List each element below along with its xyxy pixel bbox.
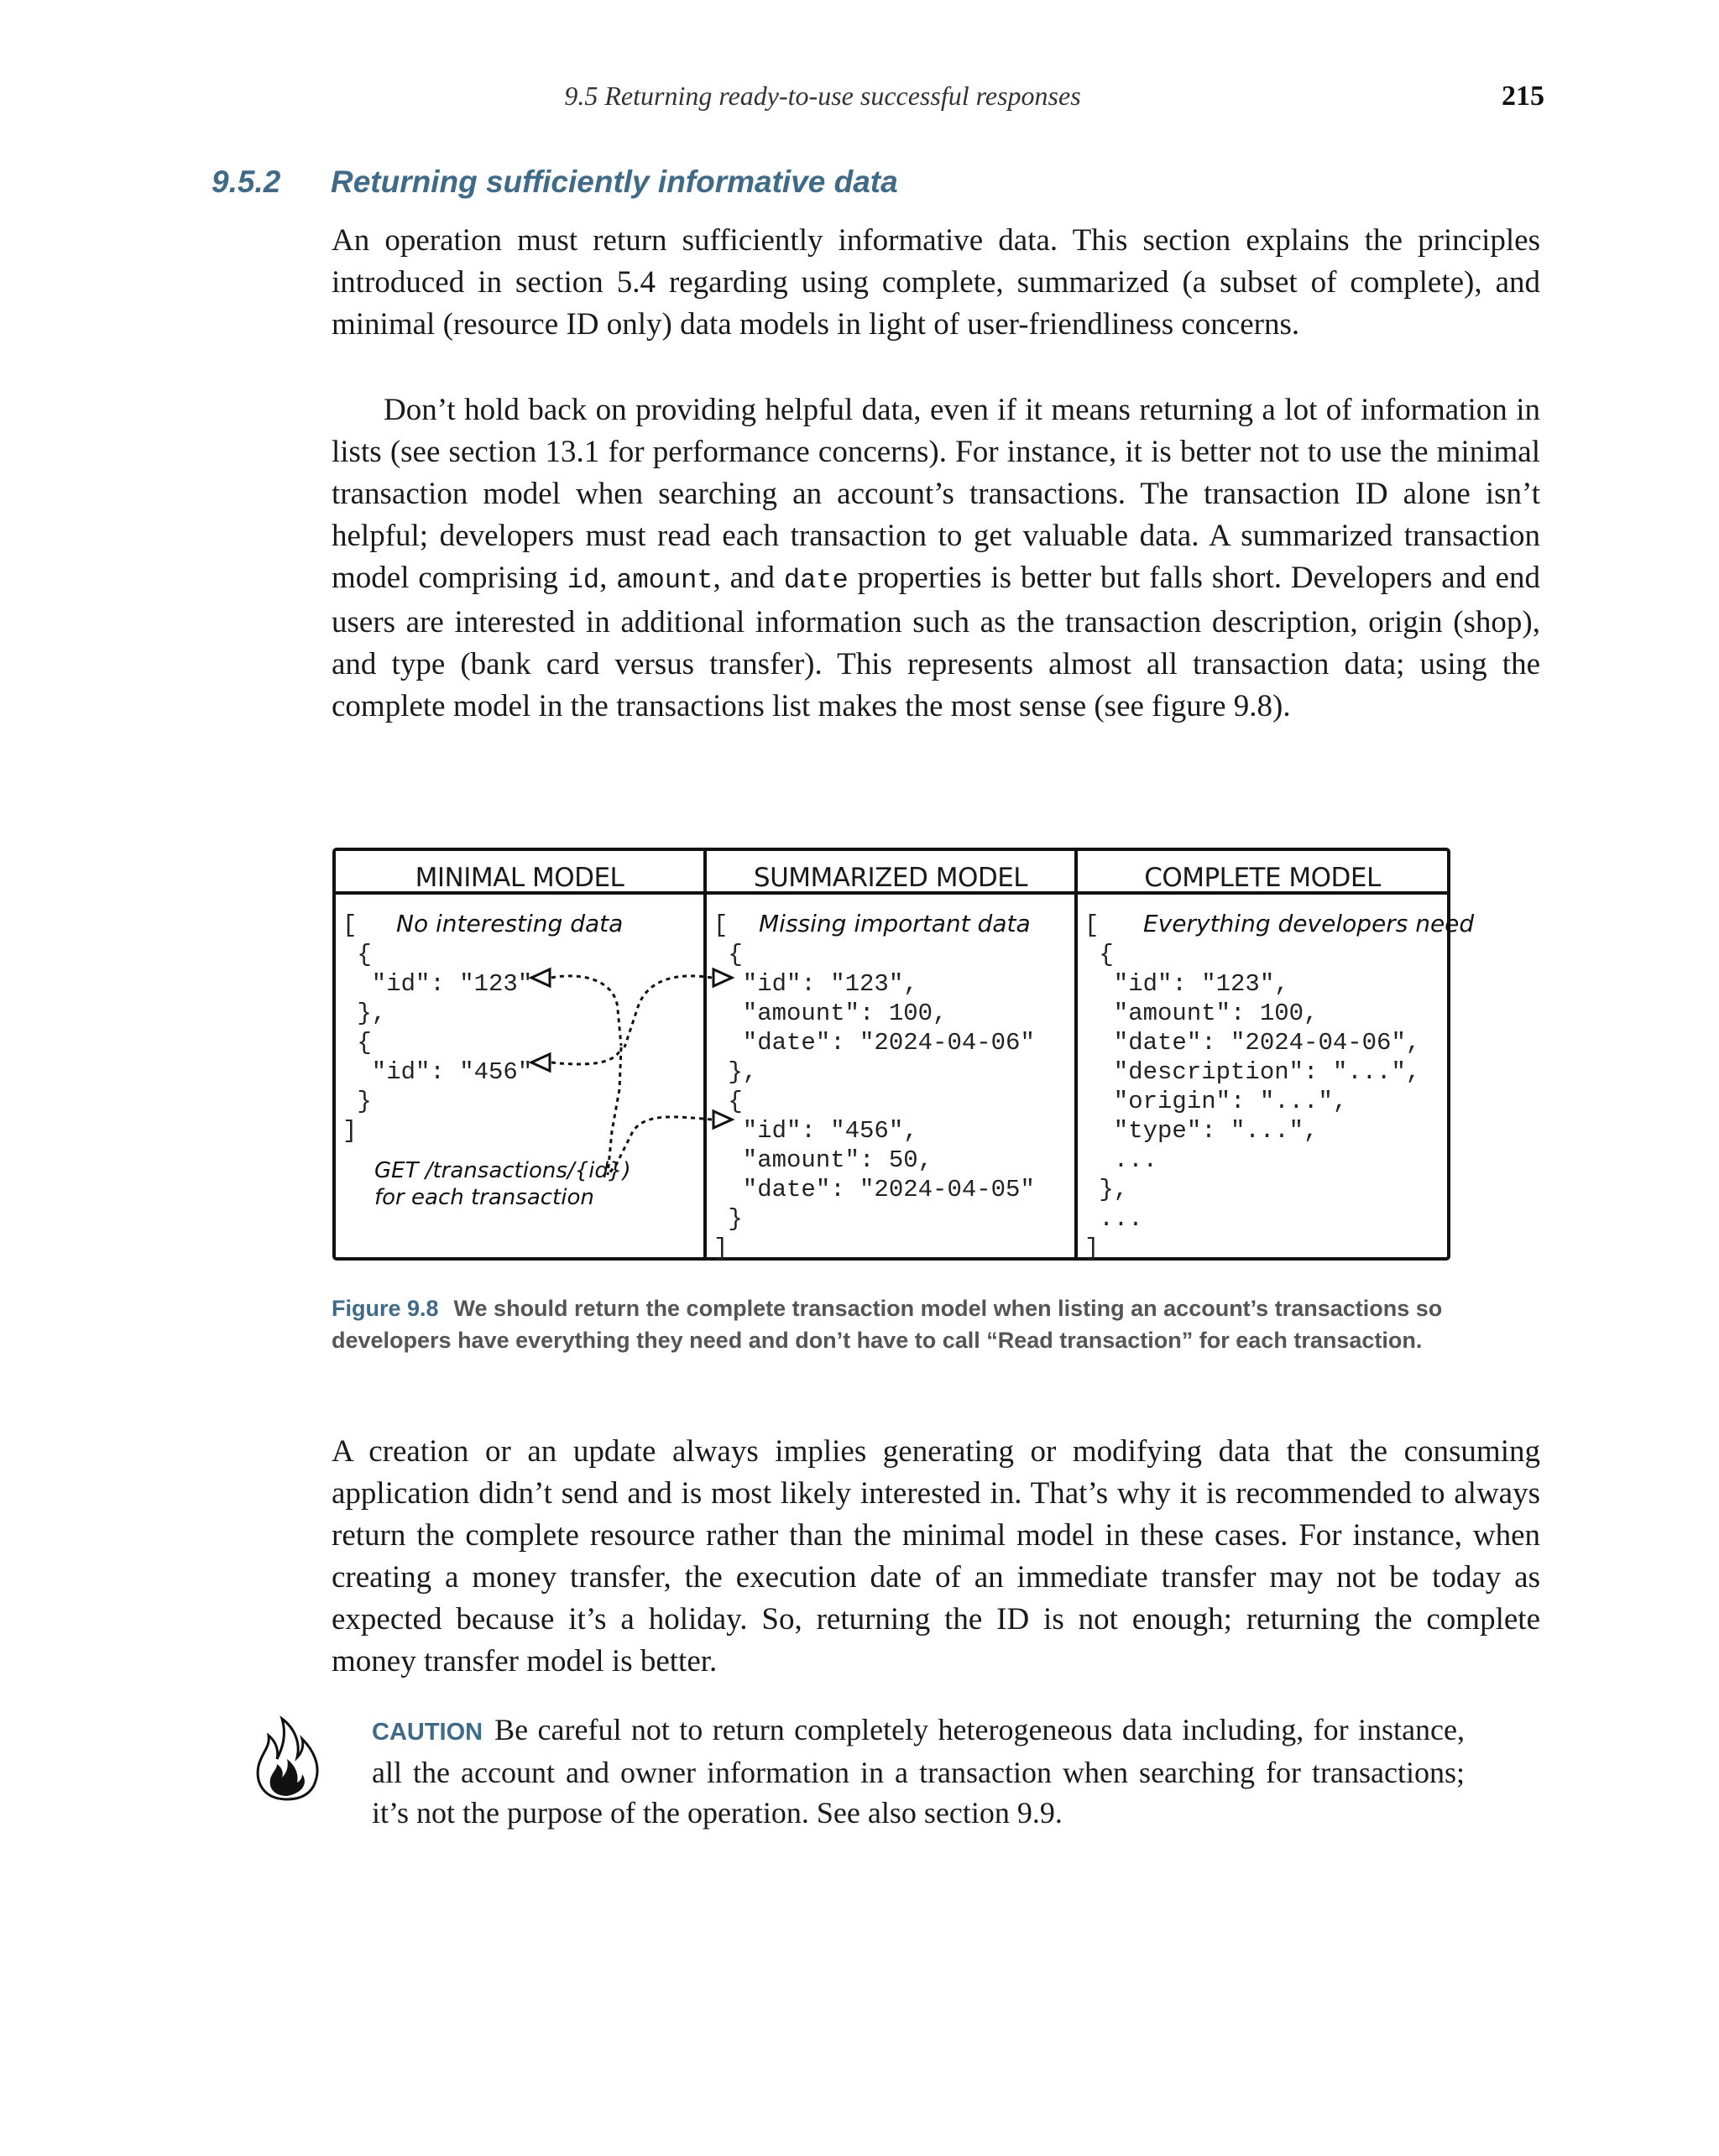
paragraph-text: , and [713, 561, 784, 595]
paragraph-creation-update: A creation or an update always implies generating or modifying data that the consuming application didn’t send and is most likely interested in. That’s why it is recommended to always return the complete resource rather than the minimal model in these cases. For instance, when creating a money transfer, the execution date of an immediate transfer may not be today as expected because it’s a holiday. So, returning the ID is not enough; returning the complete money transfer model is better. [332, 1434, 1540, 1678]
column-title-complete: COMPLETE MODEL [1144, 863, 1381, 893]
inline-code-date: date [783, 565, 849, 596]
code-summarized: [ { "id": "123", "amount": 100, "date": "2024-04-06" }, { "id": "456", "amount": 50, "date": "2024-04-05" } ] [713, 911, 1035, 1262]
footnote-each-transaction: for each transaction [374, 1185, 594, 1210]
column-title-minimal: MINIMAL MODEL [415, 863, 624, 893]
section-title: Returning sufficiently informative data [331, 164, 898, 199]
section-heading [212, 164, 898, 200]
note-summarized: Missing important data [759, 910, 1031, 937]
note-minimal: No interesting data [396, 910, 624, 937]
footnote-get-request: GET /transactions/{id}) [374, 1158, 631, 1183]
paragraph-helpful-data [332, 389, 1540, 728]
caution-label: CAUTION [372, 1719, 483, 1746]
caution-note [372, 1710, 1465, 1833]
inline-code-id: id [567, 565, 600, 596]
figure-caption [332, 1292, 1540, 1356]
code-minimal: [ { "id": "123" }, { "id": "456" } ] [342, 911, 533, 1145]
dashed-connectors [551, 976, 712, 1175]
paragraph-text: Don’t hold back on providing helpful data, even if it means returning a lot of information in lists (see section 13.1 for performance concerns). For instance, it is better not to use the minimal transaction model when searching an account’s transactions. The transaction ID alone isn’t helpful; developers must read each transaction to get valuable data. A summarized transaction model comprising [332, 393, 1540, 595]
figure-data-models [331, 846, 1475, 1262]
arrow-head-left [531, 969, 550, 986]
note-complete: Everything developers need [1143, 910, 1475, 937]
paragraph-intro: An operation must return sufficiently informative data. This section explains the principles introduced in section 5.4 regarding using complete, summarized (a subset of complete), and minimal (resource ID only) data models in light of user-friendliness concerns. [332, 223, 1540, 342]
inline-code-amount: amount [616, 565, 713, 596]
arrow-head-left [531, 1054, 550, 1071]
column-title-summarized: SUMMARIZED MODEL [753, 863, 1028, 893]
section-number: 9.5.2 [212, 164, 281, 199]
page-number: 215 [1502, 81, 1544, 112]
paragraph-text: properties is better but falls short. Developers and end users are interested in additional information such as the transaction description, origin (shop), and type (bank card versus transfer). This represents almost all transaction data; using the complete model in the transactions list makes the most sense (see figure 9.8). [332, 561, 1540, 723]
caption-text: We should return the complete transaction model when listing an account’s transactions so developers have everything they need and don’t have to call “Read transaction” for each transaction. [332, 1296, 1443, 1353]
caution-text: Be careful not to return completely heterogeneous data including, for instance, all the account and owner information in a transaction when searching for transactions; it’s not the purpose of the operation. See also section 9.9. [372, 1713, 1465, 1830]
running-header-title: 9.5 Returning ready-to-use successful responses [564, 81, 1081, 111]
caption-label: Figure 9.8 [332, 1296, 439, 1321]
flame-icon [252, 1715, 322, 1803]
code-complete: [ { "id": "123", "amount": 100, "date": "2024-04-06", "description": "...", "origin": "...", "type": "...", ... }, ... ] [1084, 911, 1421, 1262]
paragraph-text: , [599, 561, 617, 595]
